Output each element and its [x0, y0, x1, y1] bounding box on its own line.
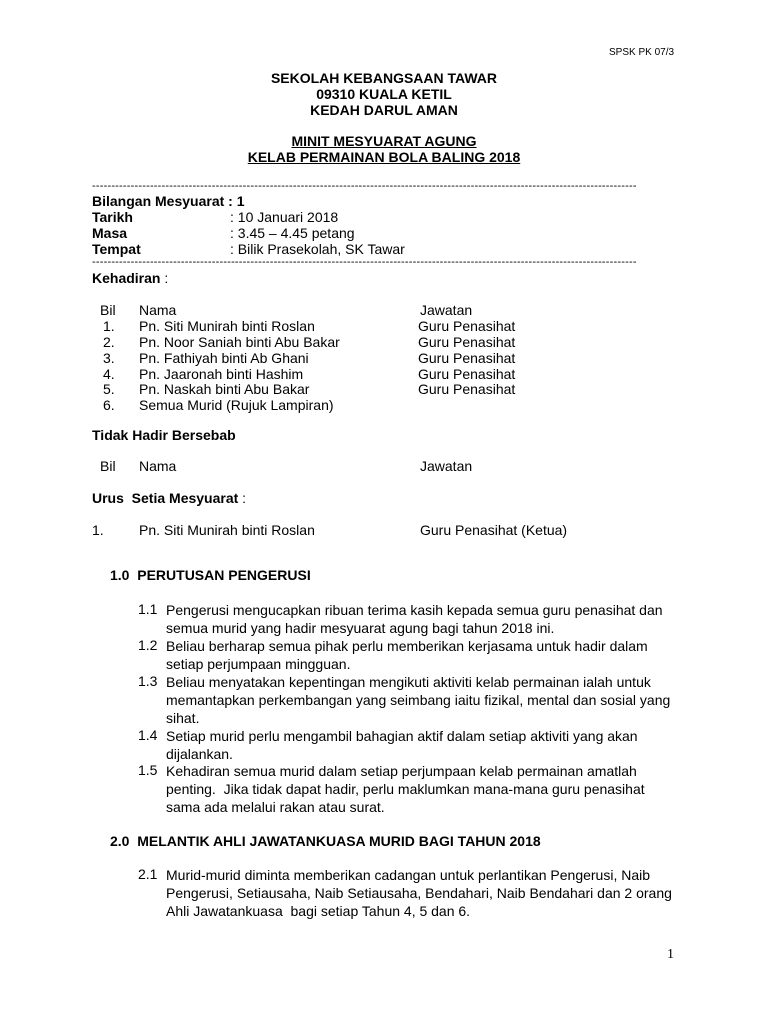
meeting-number: Bilangan Mesyuarat : 1 [92, 193, 245, 209]
attendance-row-nama: Pn. Naskah binti Abu Bakar [139, 381, 310, 397]
attendance-col-bil: Bil [100, 302, 116, 318]
school-address-line1: 09310 KUALA KETIL [316, 86, 452, 102]
attendance-row-bil: 3. [103, 350, 115, 366]
attendance-row-bil: 5. [103, 381, 115, 397]
item-text: Beliau menyatakan kepentingan mengikuti aktiviti kelab permainan ialah untuk memantapkan perkembangan yang seimbang iaitu fizikal, mental dan sosial yang sihat. [166, 674, 671, 726]
page-number: 1 [667, 947, 674, 962]
secretariat-nama: Pn. Siti Munirah binti Roslan [139, 522, 315, 538]
attendance-row-jawatan: Guru Penasihat [418, 334, 516, 350]
attendance-row-nama: Pn. Jaaronah binti Hashim [139, 366, 304, 382]
item-number: 1.2 [138, 637, 158, 653]
venue-label: Tempat [92, 241, 141, 257]
item-text: Kehadiran semua murid dalam setiap perjumpaan kelab permainan amatlah penting. Jika tidak dapat hadir, perlu maklumkan mana-mana guru penasihat sama ada melalui rakan atau surat. [166, 763, 649, 815]
item-number: 1.3 [138, 673, 158, 689]
item-number: 1.5 [138, 762, 158, 778]
document-title-line1: MINIT MESYUARAT AGUNG [291, 133, 477, 149]
attendance-row-nama: Pn. Fathiyah binti Ab Ghani [139, 350, 309, 366]
item-text: Beliau berharap semua pihak perlu memberikan kerjasama untuk hadir dalam setiap perjumpaan mingguan. [166, 638, 648, 672]
separator-bottom: --------------------------------------------------------------------------------------------------------------------------------------------- [92, 256, 637, 268]
secretariat-heading [92, 490, 246, 506]
item-number: 1.1 [138, 601, 158, 617]
attendance-row-jawatan: Guru Penasihat [418, 366, 516, 382]
venue-value: : Bilik Prasekolah, SK Tawar [230, 241, 405, 257]
section-number: 1.0 [110, 567, 130, 583]
attendance-heading-label: Kehadiran [92, 270, 161, 286]
time-value: : 3.45 – 4.45 petang [230, 225, 355, 241]
secretariat-heading-colon: : [238, 490, 247, 506]
item-number: 1.4 [138, 727, 158, 743]
attendance-row-bil: 2. [103, 334, 115, 350]
absent-heading: Tidak Hadir Bersebab [92, 427, 236, 443]
attendance-row-bil: 4. [103, 366, 115, 382]
item-text: Murid-murid diminta memberikan cadangan untuk perlantikan Pengerusi, Naib Pengerusi, Setiausaha, Naib Setiausaha, Bendahari, Naib Bendahari dan 2 orang Ahli Jawatankuasa bagi setiap Tahun 4, 5 dan 6. [166, 867, 676, 919]
document-title-line2: KELAB PERMAINAN BOLA BALING 2018 [247, 149, 521, 165]
attendance-row-jawatan: Guru Penasihat [418, 350, 516, 366]
section-title: MELANTIK AHLI JAWATANKUASA MURID BAGI TAHUN 2018 [137, 833, 541, 849]
attendance-row-jawatan: Guru Penasihat [418, 318, 516, 334]
document-reference: SPSK PK 07/3 [609, 47, 675, 58]
secretariat-jawatan: Guru Penasihat (Ketua) [420, 522, 568, 538]
attendance-row-nama: Pn. Noor Saniah binti Abu Bakar [139, 334, 340, 350]
secretariat-bil: 1. [92, 522, 104, 538]
attendance-row-nama: Pn. Siti Munirah binti Roslan [139, 318, 315, 334]
attendance-heading [92, 270, 168, 286]
attendance-row-bil: 1. [103, 318, 115, 334]
attendance-row-jawatan: Guru Penasihat [418, 381, 516, 397]
absent-col-jawatan: Jawatan [420, 458, 473, 474]
attendance-col-nama: Nama [139, 302, 177, 318]
item-text: Pengerusi mengucapkan ribuan terima kasih kepada semua guru penasihat dan semua murid yang hadir mesyuarat agung bagi tahun 2018 ini. [166, 602, 663, 636]
item-text: Setiap murid perlu mengambil bahagian aktif dalam setiap aktiviti yang akan dijalankan. [166, 728, 638, 762]
school-address-line2: KEDAH DARUL AMAN [310, 102, 458, 118]
secretariat-heading-label: Urus Setia Mesyuarat [92, 490, 239, 506]
date-value: : 10 Januari 2018 [230, 209, 339, 225]
section-title: PERUTUSAN PENGERUSI [137, 567, 311, 583]
item-number: 2.1 [138, 866, 158, 882]
section-heading [110, 833, 541, 849]
attendance-heading-colon: : [160, 270, 169, 286]
date-label: Tarikh [92, 209, 133, 225]
section-heading [110, 567, 311, 583]
attendance-row-bil: 6. [103, 397, 115, 413]
attendance-col-jawatan: Jawatan [420, 302, 473, 318]
time-label: Masa [92, 225, 128, 241]
section-number: 2.0 [110, 833, 130, 849]
school-name: SEKOLAH KEBANGSAAN TAWAR [270, 70, 498, 86]
absent-col-bil: Bil [100, 458, 116, 474]
separator-top: --------------------------------------------------------------------------------------------------------------------------------------------- [92, 180, 637, 192]
absent-col-nama: Nama [139, 458, 177, 474]
attendance-row-nama: Semua Murid (Rujuk Lampiran) [139, 397, 334, 413]
